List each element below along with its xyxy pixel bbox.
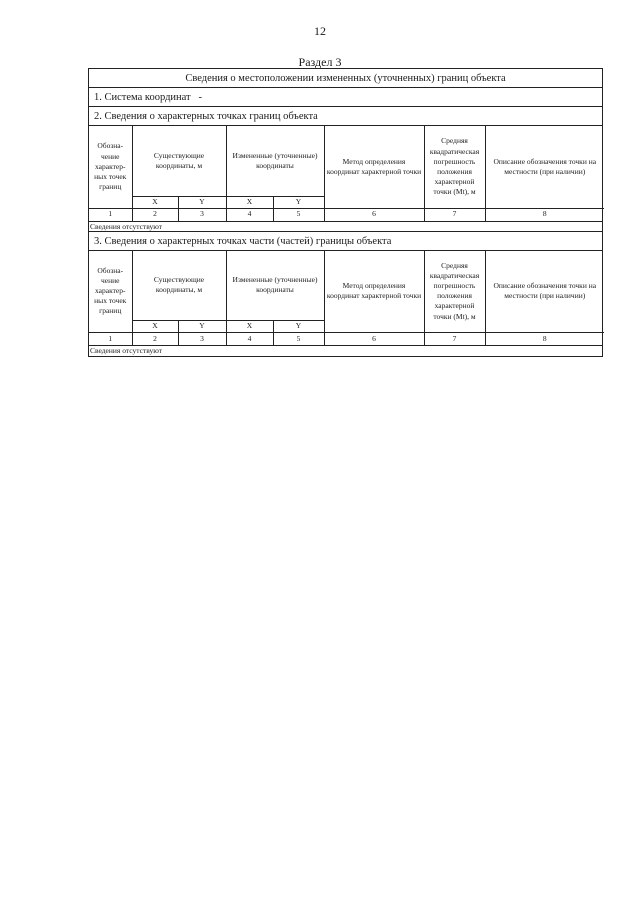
column-number: 6 bbox=[324, 208, 424, 221]
coordinate-system-value: - bbox=[198, 92, 203, 103]
column-number: 7 bbox=[424, 333, 485, 346]
block3-title: 3. Сведения о характерных точках части (частей) границы объекта bbox=[89, 232, 602, 251]
column-number: 1 bbox=[89, 333, 132, 346]
subcol-existing-x: X bbox=[132, 196, 178, 208]
col-description: Описание обозначения точки на местности (при наличии) bbox=[485, 251, 604, 333]
column-number: 7 bbox=[424, 208, 485, 221]
column-number: 5 bbox=[273, 208, 324, 221]
section-title: Раздел 3 bbox=[298, 55, 342, 69]
page-number: 12 bbox=[314, 24, 326, 38]
column-number: 4 bbox=[226, 208, 273, 221]
col-designation: Обозна-чение характер-ных точек границ bbox=[89, 126, 132, 208]
column-number: 5 bbox=[273, 333, 324, 346]
subcol-existing-x: X bbox=[132, 321, 178, 333]
col-description: Описание обозначения точки на местности (при наличии) bbox=[485, 126, 604, 208]
coordinate-system-row bbox=[89, 88, 602, 107]
column-number: 2 bbox=[132, 208, 178, 221]
col-error: Средняя квадратическая погрешность положения характерной точки (Mt), м bbox=[424, 126, 485, 208]
column-number: 6 bbox=[324, 333, 424, 346]
subcol-changed-x: X bbox=[226, 321, 273, 333]
column-numbers-row bbox=[89, 333, 604, 346]
col-method: Метод определения координат характерной точки bbox=[324, 126, 424, 208]
table-header: Сведения о местоположении измененных (уточненных) границ объекта bbox=[89, 69, 602, 88]
column-number: 4 bbox=[226, 333, 273, 346]
column-number: 8 bbox=[485, 333, 604, 346]
subcol-existing-y: Y bbox=[178, 321, 226, 333]
block2-title: 2. Сведения о характерных точках границ объекта bbox=[89, 107, 602, 126]
col-changed: Измененные (уточненные) координаты bbox=[226, 126, 324, 196]
column-number: 2 bbox=[132, 333, 178, 346]
column-number: 3 bbox=[178, 333, 226, 346]
block2-note: Сведения отсутствуют bbox=[89, 222, 602, 232]
block2-grid bbox=[89, 126, 602, 222]
col-existing: Существующие координаты, м bbox=[132, 126, 226, 196]
col-changed: Измененные (уточненные) координаты bbox=[226, 251, 324, 321]
subcol-changed-y: Y bbox=[273, 321, 324, 333]
column-number: 1 bbox=[89, 208, 132, 221]
col-method: Метод определения координат характерной точки bbox=[324, 251, 424, 333]
block2-table bbox=[89, 126, 604, 221]
coordinate-system-label: 1. Система координат bbox=[94, 92, 191, 103]
block3-note: Сведения отсутствуют bbox=[90, 346, 163, 355]
document-table bbox=[88, 68, 603, 357]
block3-grid bbox=[89, 251, 602, 347]
col-existing: Существующие координаты, м bbox=[132, 251, 226, 321]
col-designation: Обозна-чение характер-ных точек границ bbox=[89, 251, 132, 333]
column-numbers-row bbox=[89, 208, 604, 221]
subcol-changed-x: X bbox=[226, 196, 273, 208]
col-error: Средняя квадратическая погрешность положения характерной точки (Mt), м bbox=[424, 251, 485, 333]
subcol-changed-y: Y bbox=[273, 196, 324, 208]
subcol-existing-y: Y bbox=[178, 196, 226, 208]
column-number: 3 bbox=[178, 208, 226, 221]
column-number: 8 bbox=[485, 208, 604, 221]
block3-table bbox=[89, 251, 604, 346]
